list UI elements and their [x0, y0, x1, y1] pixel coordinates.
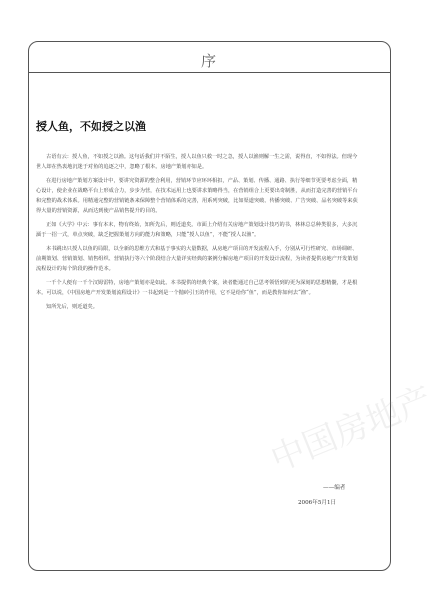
paragraph-6: 知所先后，则近道矣。: [46, 304, 98, 310]
paragraph-2: 在进行房地产策划方案设计中，要讲究资源的整合利用，营销环节应环环相扣，产品、策划、传播、通路、执行等细节更要考虑全面，精心设计，使企业在战略平台上形成合力，步步为营，在技术运用上也要讲求策略得当，在营销组合上更要出奇制胜，从而打造完善的营销平台和完整的战术体系。用精通完整的营销链条来保障整个营销体系的完善，用系列突破，比如渠道突破、传播突破、广告突破、品名突破等来获得大量的营销资源，从而达到使产品销售提升的目的。: [36, 178, 358, 214]
author-signature: ——编者: [323, 485, 346, 491]
paragraph-4: 本书跳出只授人以鱼的局限，以全新的思维方式和基于事实的大量数据，从房地产项目的开发流程入手，分别从可行性研究、市场调研、前期策划、营销策划、销售组织、营销执行等六个阶段结合大量详实经典的案例分解房地产项目的开发设计流程，为读者提供房地产开发策划流程设计的每个阶段的操作范本。: [36, 246, 358, 272]
watermark-logo: 中国房地产: [265, 379, 438, 480]
preface-heading: 序: [200, 52, 218, 70]
paragraph-5: 一千个人便有一千个汉姆雷特，房地产策划亦是如此。本书提供的经典个案，读者能通过自己思考领悟到的更为深刻的思想精髓，才是根本。可以说，《中国房地产开发策划流程设计》一书起到是一个抛砖引玉的作用，它不是给你“鱼”，而是教你如何去“渔”。: [36, 280, 358, 296]
preface-title: 授人鱼，不如授之以渔: [36, 120, 146, 133]
paragraph-1: 古语有云：授人鱼，不如授之以渔。这句话我们并不陌生，授人以鱼只救一时之急，授人以渔则解一生之需，说得直，不如得法。但现今世人却在热衷地沉迷于对鱼的追逐之中，忽略了根本。房地产策划亦如是。: [36, 154, 358, 170]
preface-body: [36, 152, 360, 316]
header-divider: [29, 72, 390, 73]
paragraph-3: 正如《大学》中云：事有本末，物有终始，知所先后，则近道矣。市面上介绍有关房地产策划设计技巧的书，林林总总种类很多，大多沉湎于一招一式，单点突破，缺乏把握策划方向的能力和策略，只能“授人以鱼”，不能“授人以渔”。: [36, 222, 358, 238]
preface-date: 2006年5月1日: [298, 500, 337, 506]
